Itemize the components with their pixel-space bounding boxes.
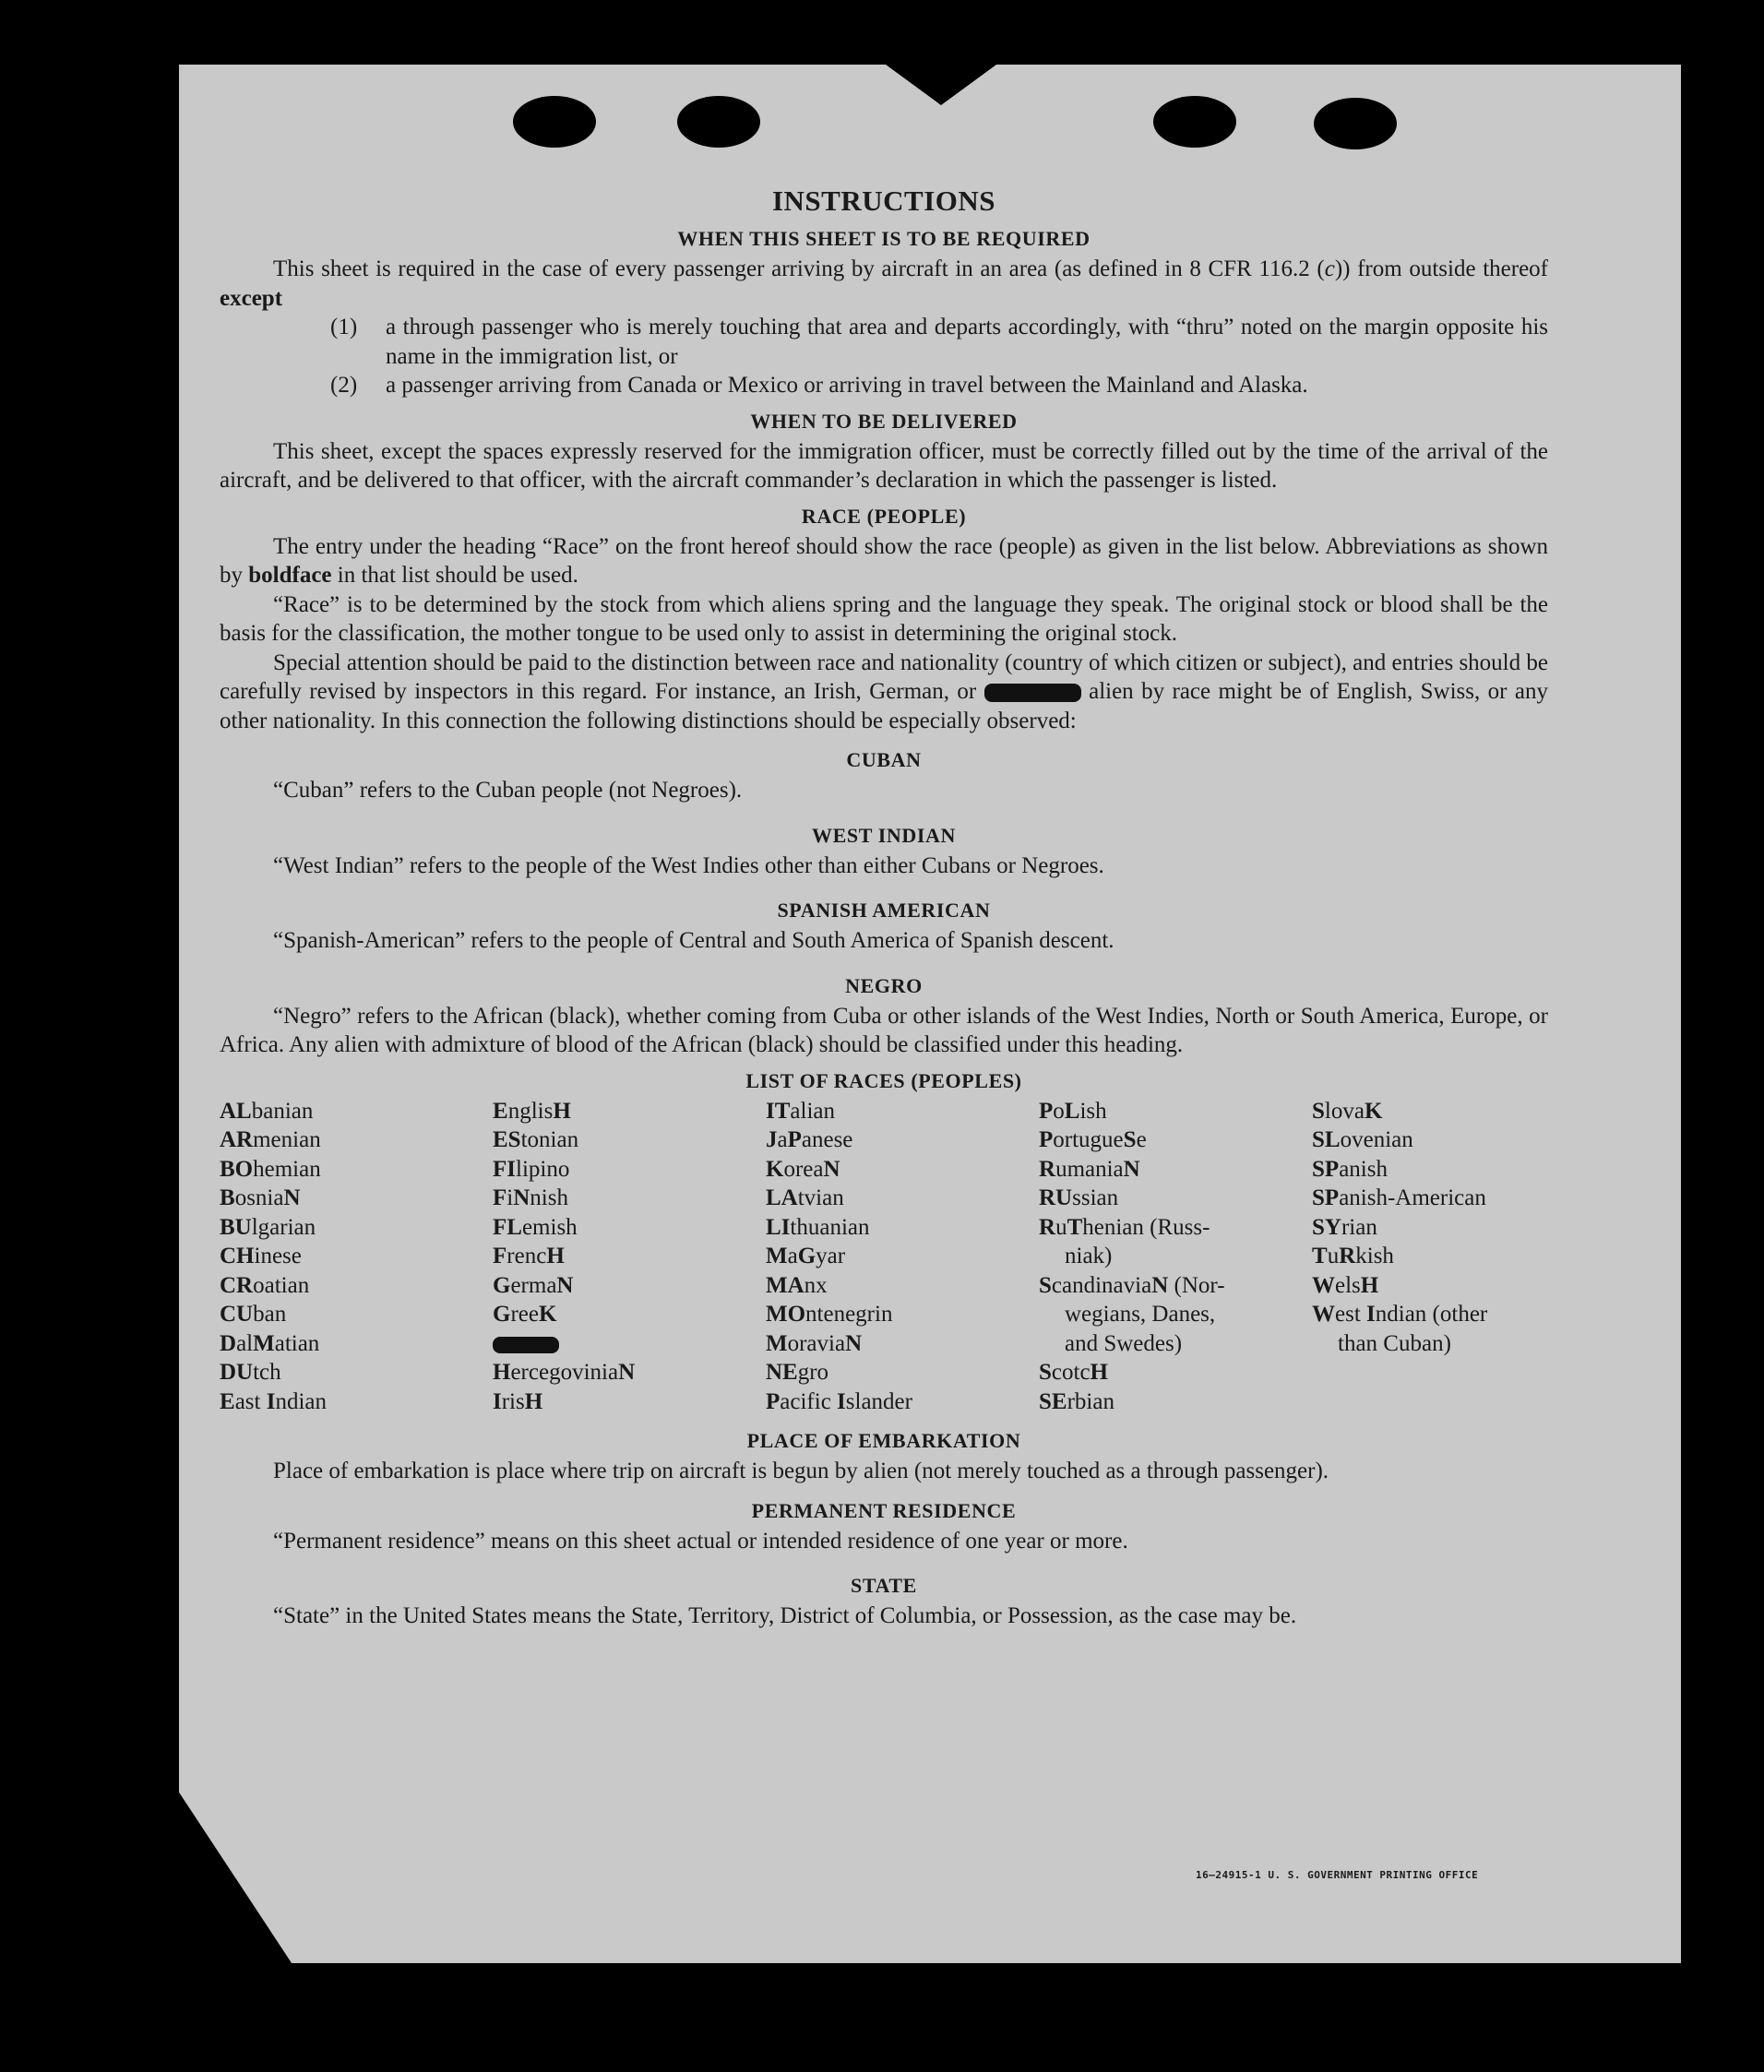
race-entry: East Indian [220,1388,327,1414]
race-entry: Pacific Islander [766,1388,912,1414]
race-list [220,1097,1548,1417]
race-entry: BOhemian [220,1156,321,1182]
race-entry: SLovenian [1312,1127,1413,1152]
race-entry: SPanish-American [1312,1185,1486,1210]
race-entry: EnglisH [493,1098,571,1124]
race-entry: NEgro [766,1360,829,1385]
binder-hole [1314,98,1397,149]
heading-west-indian: WEST INDIAN [812,823,956,847]
race-entry: MOntenegrin [766,1302,893,1327]
race-entry: CUban [220,1302,287,1327]
race-paragraph-2: “Race” is to be determined by the stock from which aliens spring and the language they speak. The original stock or blood shall be the basis for the classification, the mother tongue to be used only to assist in determining the original stock. [220,591,1548,646]
race-entry: West Indian (other [1312,1302,1488,1327]
spanish-american-text: “Spanish-American” refers to the people of Central and South America of Spanish descent. [273,928,1114,953]
race-column-2 [493,1097,766,1417]
race-entry: FIlipino [493,1156,570,1182]
race-entry: TuRkish [1312,1244,1394,1268]
race-entry: SYrian [1312,1214,1377,1240]
race-entry: BUlgarian [220,1214,316,1240]
race-column-1 [220,1097,493,1417]
race-entry: JaPanese [766,1127,853,1152]
race-column-4 [1039,1097,1312,1417]
race-entry: IrisH [493,1388,543,1414]
race-entry: WelsH [1312,1272,1379,1298]
race-entry: FLemish [493,1214,578,1240]
race-entry: than Cuban) [1338,1330,1451,1356]
page-title: INSTRUCTIONS [771,185,995,217]
race-entry: ALbanian [220,1098,314,1124]
race-entry: SPanish [1312,1156,1388,1182]
redaction-mark [984,684,1081,702]
permanent-residence-text: “Permanent residence” means on this sheet actual or intended residence of one year or more. [273,1528,1128,1554]
required-item-1: (1) a through passenger who is merely touching that area and departs accordingly, with “thru” noted on the margin opposite his name in the immigration list, or [330,315,1548,369]
heading-spanish-american: SPANISH AMERICAN [777,899,991,922]
race-entry: DUtch [220,1360,281,1385]
heading-permanent-residence: PERMANENT RESIDENCE [751,1498,1017,1522]
race-entry: EStonian [493,1127,579,1152]
race-entry: DalMatian [220,1330,320,1356]
paper-tear [886,65,996,105]
heading-list-of-races: LIST OF RACES (PEOPLES) [745,1068,1022,1092]
race-entry: LIthuanian [766,1214,870,1240]
race-entry: CHinese [220,1244,302,1268]
race-entry: wegians, Danes, [1065,1302,1216,1327]
heading-negro: NEGRO [845,973,923,997]
race-entry: niak) [1065,1244,1113,1268]
race-entry: CRoatian [220,1272,310,1298]
required-item-2: (2) a passenger arriving from Canada or Mexico or arriving in travel between the Mainland and Alaska. [330,373,1308,398]
heading-delivered: WHEN TO BE DELIVERED [750,409,1018,433]
race-entry: ARmenian [220,1127,321,1152]
race-entry: PoLish [1039,1098,1107,1124]
west-indian-text: “West Indian” refers to the people of the West Indies other than either Cubans or Negroes. [273,852,1104,878]
race-entry: BosniaN [220,1185,301,1210]
race-paragraph-3: Special attention should be paid to the distinction between race and nationality (country of which citizen or subject), and entries should be carefully revised by inspectors in this regard. For instance, an Irish, German, or alien by race might be of English, Swiss, or any other nationality. In this connection the following distinctions should be especially observed: [220,649,1549,733]
heading-embarkation: PLACE OF EMBARKATION [746,1429,1021,1452]
race-entry: RuThenian (Russ- [1039,1214,1210,1240]
heading-race: RACE (PEOPLE) [801,504,967,528]
redaction-mark [493,1337,559,1353]
race-entry: RUssian [1039,1185,1119,1210]
state-text: “State” in the United States means the State, Territory, District of Columbia, or Possession, as the case may be. [273,1603,1297,1628]
race-entry: FrencH [493,1244,565,1268]
binder-hole [1153,96,1236,148]
binder-hole [677,96,760,148]
race-entry: HercegoviniaN [493,1360,636,1385]
race-entry: and Swedes) [1065,1330,1183,1356]
embarkation-text: Place of embarkation is place where trip on aircraft is begun by alien (not merely touched as a through passenger). [273,1459,1329,1483]
race-entry [493,1329,766,1359]
heading-state: STATE [851,1574,917,1597]
race-entry: ITalian [766,1098,835,1124]
race-entry: MaGyar [766,1244,846,1268]
cuban-text: “Cuban” refers to the Cuban people (not Negroes). [273,778,743,803]
race-entry: SlovaK [1312,1098,1383,1124]
instructions-content [220,185,1548,1631]
printing-office-footer: 16—24915-1 U. S. GOVERNMENT PRINTING OFFICE [1196,1869,1479,1881]
race-entry: KoreaN [766,1156,840,1182]
race-entry: GermaN [493,1272,574,1298]
race-paragraph-1: The entry under the heading “Race” on the front hereof should show the race (people) as given in the list below. Abbreviations as shown by boldface in that list should be used. [220,533,1548,588]
race-entry: MoraviaN [766,1330,863,1356]
delivered-text: This sheet, except the spaces expressly reserved for the immigration officer, must be correctly filled out by the time of the arrival of the aircraft, and be delivered to that officer, with the aircraft commander’s declaration in which the passenger is listed. [220,438,1548,493]
race-column-5 [1312,1097,1548,1417]
race-entry: FiNnish [493,1185,568,1210]
heading-required: WHEN THIS SHEET IS TO BE REQUIRED [677,227,1091,250]
race-column-3 [766,1097,1039,1417]
race-entry: PortugueSe [1039,1127,1147,1152]
heading-cuban: CUBAN [846,748,922,771]
required-intro: This sheet is required in the case of every passenger arriving by aircraft in an area (as defined in 8 CFR 116.2 (c)) from outside thereof except [220,256,1548,311]
race-entry: MAnx [766,1272,828,1298]
race-entry: ScandinaviaN (Nor- [1039,1272,1225,1298]
race-entry: SErbian [1039,1388,1114,1414]
race-entry: RumaniaN [1039,1156,1140,1182]
race-entry: LAtvian [766,1185,844,1210]
negro-text: “Negro” refers to the African (black), whether coming from Cuba or other islands of the West Indies, North or South America, Europe, or Africa. Any alien with admixture of blood of the African (black) should be classified under this heading. [220,1003,1548,1057]
race-entry: ScotcH [1039,1360,1108,1385]
race-entry: GreeK [493,1302,557,1327]
binder-hole [513,96,596,148]
